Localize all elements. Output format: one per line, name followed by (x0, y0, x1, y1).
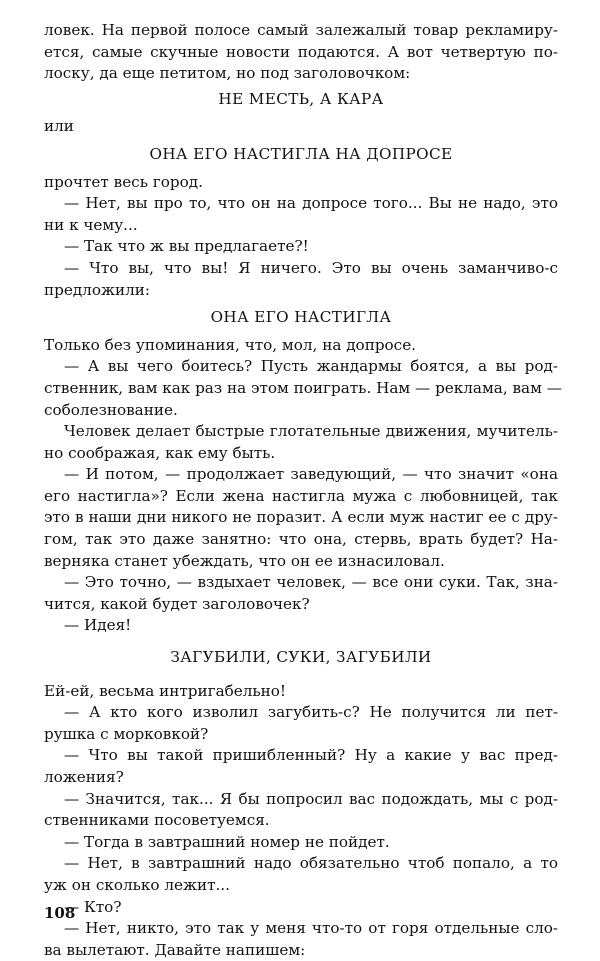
text-line: — А вы чего боитесь? Пусть жандармы боятся, а вы род- (64, 357, 558, 376)
text-line: — Значится, так... Я бы попросил вас подождать, мы с род- (64, 789, 558, 808)
text-line: ственник, вам как раз на этом поиграть. Нам — реклама, вам — (44, 378, 562, 397)
text-line: это в наши дни никого не поразит. А если муж настиг ее с дру- (44, 508, 558, 527)
text-line: чится, какой будет заголовочек? (44, 594, 310, 613)
section-heading: НЕ МЕСТЬ, А КАРА (218, 89, 384, 108)
text-line: ва вылетают. Давайте напишем: (44, 940, 306, 959)
text-line: — Кто? (64, 897, 122, 916)
text-line: — Так что ж вы предлагаете?! (64, 237, 309, 256)
text-line: — Нет, вы про то, что он на допросе того... Вы не надо, это (64, 194, 558, 213)
text-line: или (44, 117, 74, 136)
text-line: — Идея! (64, 616, 132, 635)
text-line: — Что вы, что вы! Я ничего. Это вы очень заманчиво-с (64, 258, 558, 277)
text-line: рушка с морковкой? (44, 724, 209, 743)
text-line: уж он сколько лежит... (44, 875, 230, 894)
text-line: ловек. На первой полосе самый залежалый товар рекламиру- (44, 21, 558, 39)
text-line: лоску, да еще петитом, но под заголовочком: (44, 64, 411, 83)
text-line: Только без упоминания, что, мол, на допросе. (44, 335, 417, 354)
text-line: — Нет, в завтрашний надо обязательно чтоб попало, а то (64, 854, 558, 873)
text-line: его настигла»? Если жена настигла мужа с любовницей, так (44, 486, 558, 505)
section-heading: ЗАГУБИЛИ, СУКИ, ЗАГУБИЛИ (170, 648, 432, 667)
section-heading: ОНА ЕГО НАСТИГЛА (210, 308, 392, 327)
text-line: соболезнование. (44, 400, 178, 419)
page-number: 108 (44, 904, 76, 922)
text-line: — Тогда в завтрашний номер не пойдет. (64, 832, 390, 851)
text-line: предложили: (44, 280, 150, 299)
text-line: гом, так это даже занятно: что она, стервь, врать будет? На- (44, 530, 558, 549)
text-flow (44, 20, 562, 961)
text-line: — И потом, — продолжает заведующий, — что значит «она (64, 465, 558, 484)
text-line: Ей-ей, весьма интригабельно! (44, 681, 287, 700)
text-line: ложения? (44, 768, 124, 786)
text-line: но соображая, как ему быть. (44, 443, 276, 462)
section-heading: ОНА ЕГО НАСТИГЛА НА ДОПРОСЕ (149, 144, 453, 163)
text-line: — Что вы такой пришибленный? Ну а какие у вас пред- (64, 746, 558, 765)
text-line: ни к чему... (44, 215, 138, 234)
text-line: ется, самые скучные новости подаются. А вот четвертую по- (44, 42, 558, 61)
text-line: верняка станет убеждать, что он ее изнасиловал. (44, 551, 445, 570)
text-line: Человек делает быстрые глотательные движения, мучитель- (64, 422, 558, 441)
text-line: — Нет, никто, это так у меня что-то от горя отдельные сло- (64, 919, 558, 938)
text-line: — А кто кого изволил загубить-с? Не получится ли пет- (64, 703, 558, 722)
text-line: ственниками посоветуемся. (44, 811, 270, 830)
text-line: прочтет весь город. (44, 172, 203, 191)
text-line: — Это точно, — вздыхает человек, — все они суки. Так, зна- (64, 573, 558, 592)
